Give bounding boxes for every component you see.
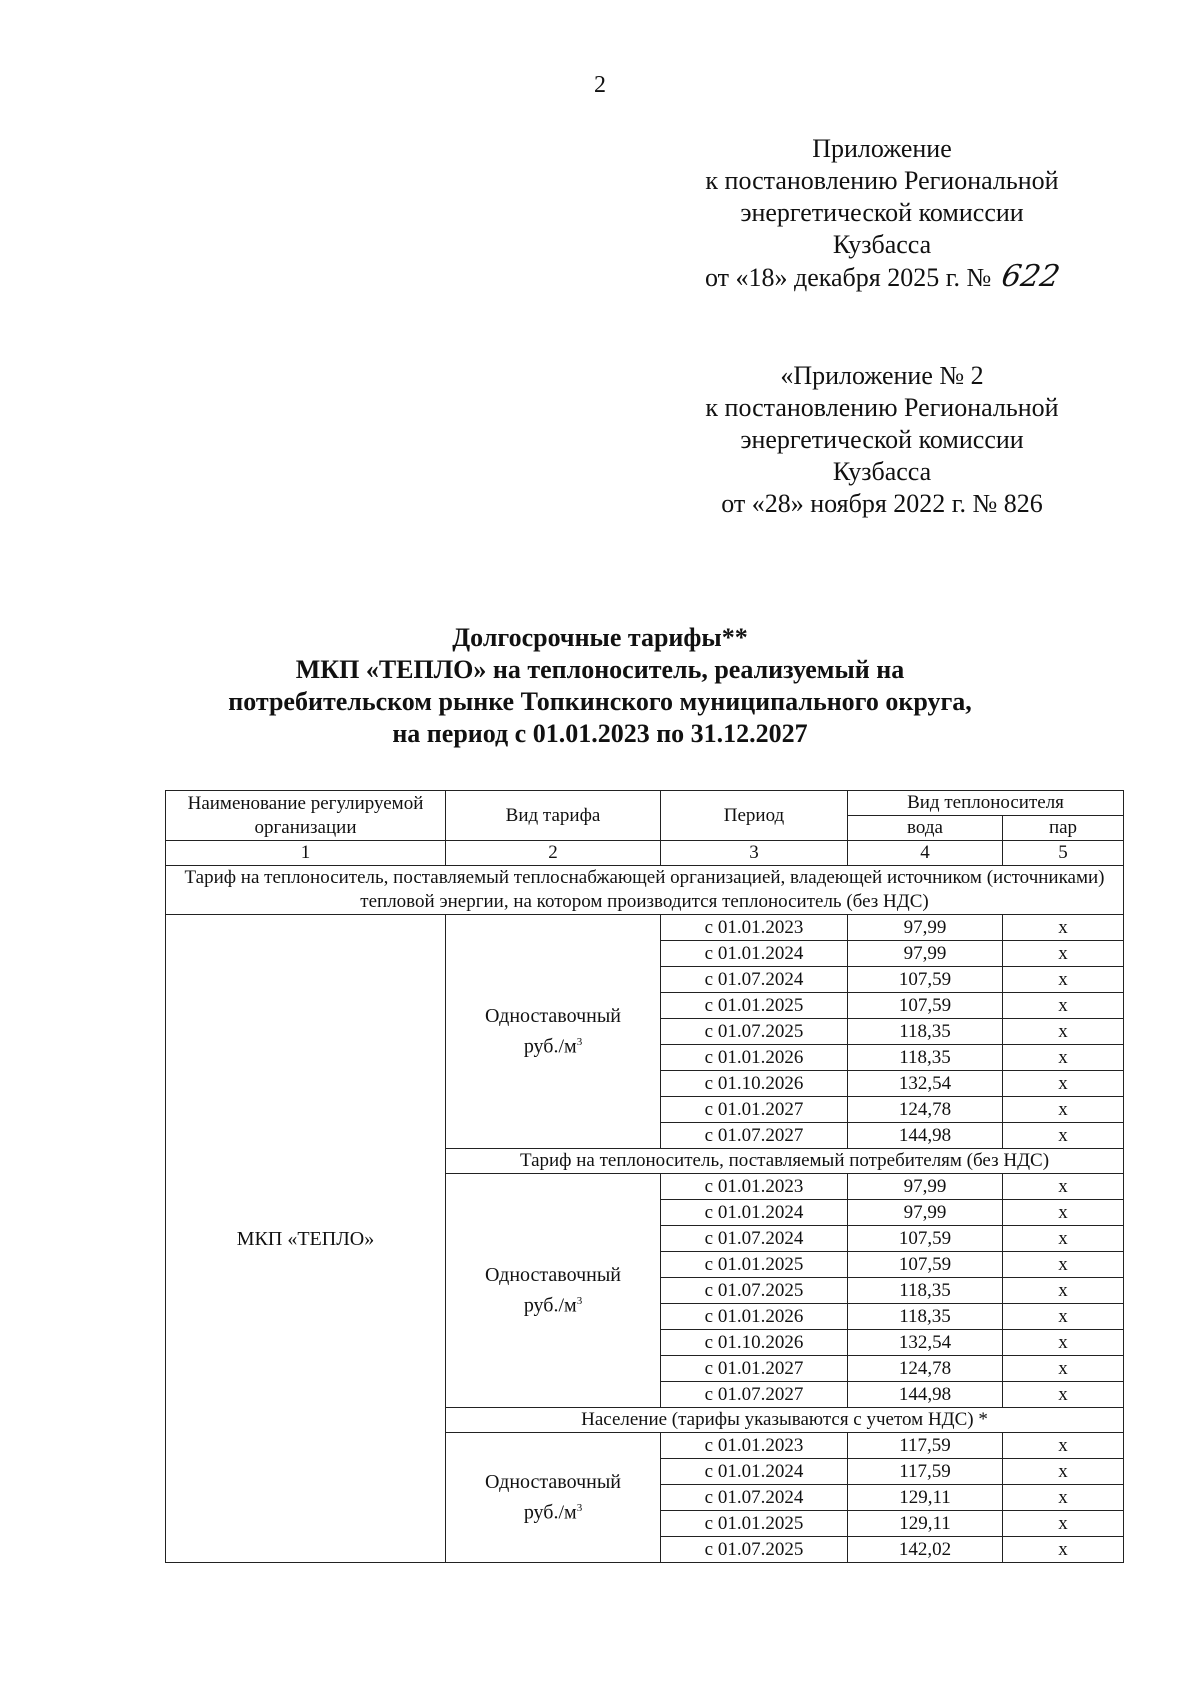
steam-tariff-cell: х: [1003, 1537, 1124, 1563]
steam-tariff-cell: х: [1003, 1433, 1124, 1459]
period-cell: с 01.01.2025: [661, 993, 848, 1019]
period-cell: с 01.01.2023: [661, 915, 848, 941]
tariff-unit: [450, 1288, 656, 1319]
column-number-row: [166, 841, 1124, 866]
tariff-table: [165, 790, 1124, 1563]
column-number: 5: [1003, 841, 1124, 866]
steam-tariff-cell: х: [1003, 1356, 1124, 1382]
steam-tariff-cell: х: [1003, 1459, 1124, 1485]
period-cell: с 01.10.2026: [661, 1330, 848, 1356]
water-tariff-cell: 117,59: [848, 1433, 1003, 1459]
tariff-name: Одноставочный: [485, 1264, 621, 1287]
period-cell: с 01.01.2024: [661, 1459, 848, 1485]
steam-tariff-cell: х: [1003, 1123, 1124, 1149]
steam-tariff-cell: х: [1003, 1071, 1124, 1097]
steam-tariff-cell: х: [1003, 1485, 1124, 1511]
header-row: [166, 791, 1124, 816]
column-number: 4: [848, 841, 1003, 866]
water-tariff-cell: 118,35: [848, 1045, 1003, 1071]
title-line: на период с 01.01.2023 по 31.12.2027: [392, 719, 808, 748]
water-tariff-cell: 107,59: [848, 1252, 1003, 1278]
water-tariff-cell: 132,54: [848, 1071, 1003, 1097]
water-tariff-cell: 144,98: [848, 1382, 1003, 1408]
appendix-header: [672, 133, 1092, 294]
tariff-unit: [450, 1029, 656, 1060]
water-tariff-cell: 144,98: [848, 1123, 1003, 1149]
water-tariff-cell: 118,35: [848, 1304, 1003, 1330]
appendix-quote: [672, 360, 1092, 520]
tariff-type-cell: [446, 1433, 661, 1563]
period-cell: с 01.07.2025: [661, 1537, 848, 1563]
steam-tariff-cell: х: [1003, 1226, 1124, 1252]
period-cell: с 01.01.2023: [661, 1174, 848, 1200]
water-tariff-cell: 107,59: [848, 993, 1003, 1019]
water-tariff-cell: 97,99: [848, 915, 1003, 941]
organization-name: МКП «ТЕПЛО»: [166, 915, 446, 1563]
period-cell: с 01.07.2025: [661, 1278, 848, 1304]
column-number: 3: [661, 841, 848, 866]
appendix-header-date-line: [672, 261, 1092, 294]
steam-tariff-cell: х: [1003, 1278, 1124, 1304]
steam-tariff-cell: х: [1003, 967, 1124, 993]
section-caption-row: [166, 866, 1124, 915]
period-cell: с 01.01.2027: [661, 1356, 848, 1382]
period-cell: с 01.01.2024: [661, 941, 848, 967]
tariff-unit-exponent: 3: [576, 1036, 583, 1049]
column-number: 1: [166, 841, 446, 866]
water-tariff-cell: 129,11: [848, 1485, 1003, 1511]
water-tariff-cell: 132,54: [848, 1330, 1003, 1356]
period-cell: с 01.07.2024: [661, 967, 848, 993]
steam-tariff-cell: х: [1003, 1174, 1124, 1200]
water-tariff-cell: 124,78: [848, 1097, 1003, 1123]
handwritten-number: 622: [998, 259, 1063, 294]
appendix-quote-line: от «28» ноября 2022 г. № 826: [721, 489, 1043, 518]
tariff-unit-exponent: 3: [576, 1295, 583, 1308]
period-cell: с 01.01.2027: [661, 1097, 848, 1123]
appendix-quote-line: Кузбасса: [832, 457, 932, 486]
water-tariff-cell: 107,59: [848, 1226, 1003, 1252]
section-caption: Тариф на теплоноситель, поставляемый теплоснабжающей организацией, владеющей источником (источниками) тепловой энергии, на котором производится теплоноситель (без НДС): [166, 866, 1124, 915]
header-carrier: Вид теплоносителя: [848, 791, 1124, 816]
period-cell: с 01.07.2027: [661, 1123, 848, 1149]
tariff-type-cell: [446, 1174, 661, 1408]
period-cell: с 01.01.2024: [661, 1200, 848, 1226]
appendix-header-line: Кузбасса: [832, 230, 932, 259]
appendix-quote-line: «Приложение № 2: [780, 361, 984, 390]
title-line: МКП «ТЕПЛО» на теплоноситель, реализуемый на: [295, 655, 905, 684]
steam-tariff-cell: х: [1003, 993, 1124, 1019]
period-cell: с 01.01.2026: [661, 1045, 848, 1071]
table-row: [166, 915, 1124, 941]
tariff-unit-text: руб./м: [523, 1294, 577, 1317]
water-tariff-cell: 118,35: [848, 1019, 1003, 1045]
page-number: 2: [594, 72, 606, 98]
steam-tariff-cell: х: [1003, 941, 1124, 967]
water-tariff-cell: 97,99: [848, 1200, 1003, 1226]
title-line: Долгосрочные тарифы**: [452, 623, 748, 652]
period-cell: с 01.01.2025: [661, 1511, 848, 1537]
steam-tariff-cell: х: [1003, 1045, 1124, 1071]
period-cell: с 01.07.2024: [661, 1226, 848, 1252]
steam-tariff-cell: х: [1003, 1304, 1124, 1330]
steam-tariff-cell: х: [1003, 915, 1124, 941]
period-cell: с 01.07.2025: [661, 1019, 848, 1045]
title-line: потребительском рынке Топкинского муниципального округа,: [228, 687, 972, 716]
water-tariff-cell: 124,78: [848, 1356, 1003, 1382]
water-tariff-cell: 107,59: [848, 967, 1003, 993]
tariff-unit: [450, 1495, 656, 1526]
header-water: вода: [848, 816, 1003, 841]
water-tariff-cell: 97,99: [848, 941, 1003, 967]
steam-tariff-cell: х: [1003, 1330, 1124, 1356]
period-cell: с 01.10.2026: [661, 1071, 848, 1097]
appendix-header-line: энергетической комиссии: [740, 198, 1024, 227]
steam-tariff-cell: х: [1003, 1200, 1124, 1226]
appendix-quote-line: к постановлению Региональной: [705, 393, 1059, 422]
section-caption: Тариф на теплоноситель, поставляемый потребителям (без НДС): [446, 1149, 1124, 1174]
tariff-unit-exponent: 3: [576, 1502, 583, 1515]
appendix-header-line: к постановлению Региональной: [705, 166, 1059, 195]
water-tariff-cell: 118,35: [848, 1278, 1003, 1304]
period-cell: с 01.07.2027: [661, 1382, 848, 1408]
water-tariff-cell: 117,59: [848, 1459, 1003, 1485]
header-period: Период: [661, 791, 848, 841]
document-title: [0, 622, 1200, 750]
steam-tariff-cell: х: [1003, 1382, 1124, 1408]
appendix-header-line: Приложение: [812, 134, 952, 163]
period-cell: с 01.01.2023: [661, 1433, 848, 1459]
appendix-quote-line: энергетической комиссии: [740, 425, 1024, 454]
steam-tariff-cell: х: [1003, 1252, 1124, 1278]
tariff-name: Одноставочный: [485, 1471, 621, 1494]
period-cell: с 01.07.2024: [661, 1485, 848, 1511]
tariff-type-cell: [446, 915, 661, 1149]
tariff-name: Одноставочный: [485, 1005, 621, 1028]
appendix-header-date: от «18» декабря 2025 г. №: [704, 263, 992, 292]
water-tariff-cell: 129,11: [848, 1511, 1003, 1537]
steam-tariff-cell: х: [1003, 1097, 1124, 1123]
tariff-unit-text: руб./м: [523, 1501, 577, 1524]
period-cell: с 01.01.2025: [661, 1252, 848, 1278]
water-tariff-cell: 142,02: [848, 1537, 1003, 1563]
water-tariff-cell: 97,99: [848, 1174, 1003, 1200]
steam-tariff-cell: х: [1003, 1019, 1124, 1045]
header-tariff-type: Вид тарифа: [446, 791, 661, 841]
steam-tariff-cell: х: [1003, 1511, 1124, 1537]
header-org: Наименование регулируемой организации: [166, 791, 446, 841]
column-number: 2: [446, 841, 661, 866]
period-cell: с 01.01.2026: [661, 1304, 848, 1330]
tariff-unit-text: руб./м: [523, 1035, 577, 1058]
header-steam: пар: [1003, 816, 1124, 841]
section-caption: Население (тарифы указываются с учетом НДС) *: [446, 1408, 1124, 1433]
